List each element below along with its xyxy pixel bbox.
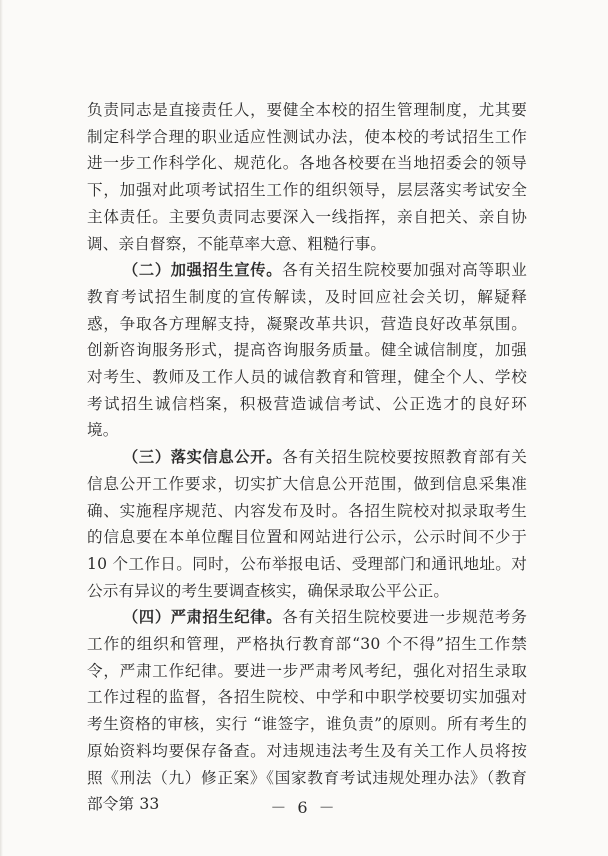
paragraph-responsibility xyxy=(87,97,527,257)
paragraph-discipline xyxy=(87,604,527,818)
section-heading: （二）加强招生宣传。 xyxy=(123,261,283,280)
paragraph-text: 各有关招生院校要按照教育部有关信息公开工作要求，切实扩大信息公开范围，做到信息采集准确、实施程序规范、内容发布及时。各招生院校对拟录取考生的信息要在本单位醒目位置和网站进行公示，公示时间不少于 10 个工作日。同时，公布举报电话、受理部门和通讯地址。对公示有异议的考生要调查核实，确保录取公平公正。 xyxy=(87,448,527,600)
paragraph-information-disclosure xyxy=(87,444,527,604)
section-heading: （四）严肃招生纪律。 xyxy=(123,608,283,627)
document-body xyxy=(87,97,527,818)
page-number: － 6 － xyxy=(270,798,338,817)
paragraph-publicity xyxy=(87,257,527,444)
paragraph-text: 负责同志是直接责任人，要健全本校的招生管理制度，尤其要制定科学合理的职业适应性测试办法，使本校的考试招生工作进一步工作科学化、规范化。各地各校要在当地招委会的领导下，加强对此项考试招生工作的组织领导，层层落实考试安全主体责任。主要负责同志要深入一线指挥，亲自把关、亲自协调、亲自督察，不能草率大意、粗糙行事。 xyxy=(87,101,527,253)
paragraph-text: 各有关招生院校要加强对高等职业教育考试招生制度的宣传解读，及时回应社会关切，解疑释惑，争取各方理解支持，凝聚改革共识，营造良好改革氛围。创新咨询服务形式，提高咨询服务质量。健全诚信制度，加强对考生、教师及工作人员的诚信教育和管理，健全个人、学校考试招生诚信档案，积极营造诚信考试、公正选才的良好环境。 xyxy=(87,261,527,440)
scan-edge-shadow xyxy=(0,0,3,856)
section-heading: （三）落实信息公开。 xyxy=(123,448,283,467)
paragraph-text: 各有关招生院校要进一步规范考务工作的组织和管理，严格执行教育部“30 个不得”招生工作禁令，严肃工作纪律。要进一步严肃考风考纪，强化对招生录取工作过程的监督，各招生院校、中学和中职学校要切实加强对考生资格的审核，实行 “谁签字，谁负责”的原则。所有考生的原始资料均要保存备查。对违规违法考生及有关工作人员将按照《刑法（九）修正案》《国家教育考试违规处理办法》（教育部令第 33 xyxy=(87,608,527,814)
